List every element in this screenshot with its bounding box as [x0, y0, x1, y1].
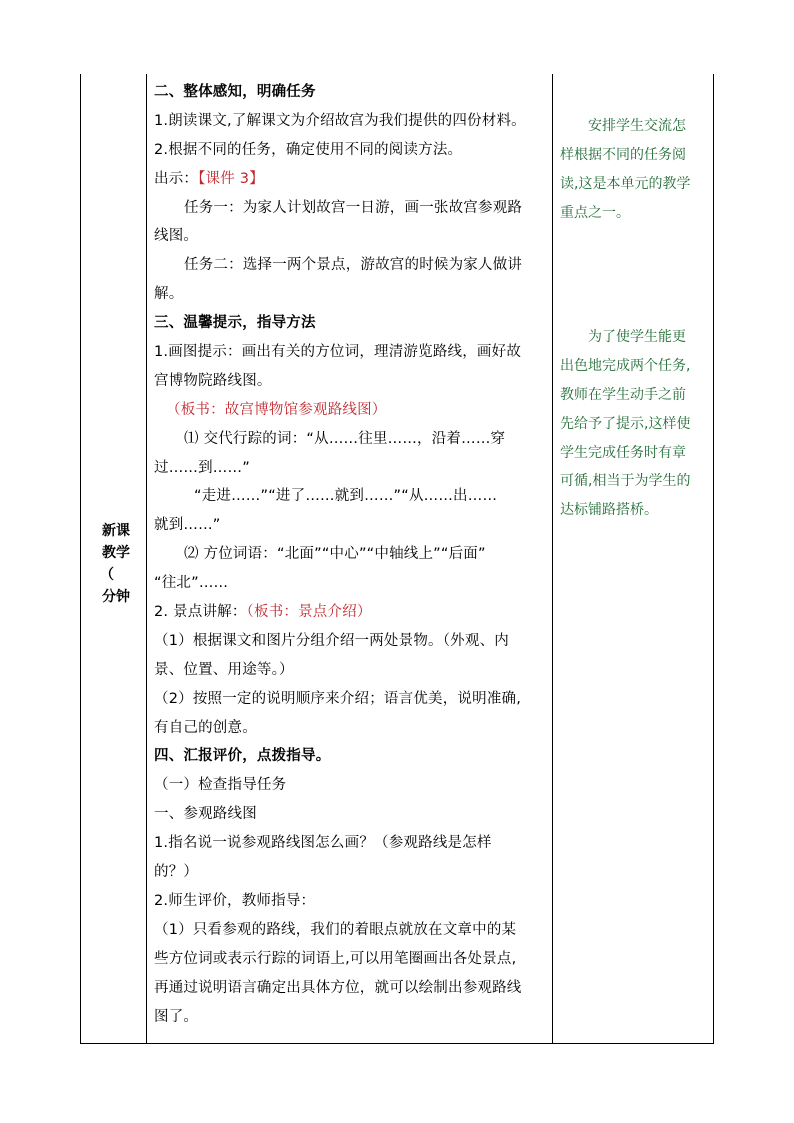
content-line: ⑴ 交代行踪的词：“从……往里……，沿着……穿: [184, 430, 506, 447]
section-label-line1: 新课: [102, 523, 130, 539]
content-line: 1.画图提示：画出有关的方位词，理清游览路线，画好故: [154, 344, 522, 361]
content-line: ⑵ 方位词语：“北面”“中心”“中轴线上”“后面”: [184, 546, 486, 563]
lesson-table: [80, 74, 714, 1044]
column-divider-1: [146, 74, 147, 1044]
heading-2: 二、整体感知，明确任务: [154, 84, 316, 100]
note-line: 达标铺路搭桥。: [560, 502, 658, 519]
content-line: 任务一：为家人计划故宫一日游，画一张故宫参观路: [184, 199, 523, 216]
note-line: 重点之一。: [560, 204, 630, 221]
content-line: 些方位词或表示行踪的词语上,可以用笔圈画出各处景点,: [154, 950, 517, 967]
board-note: （板书：景点介绍）: [246, 604, 372, 621]
content-line: 再通过说明语言确定出具体方位，就可以绘制出参观路线: [154, 979, 522, 996]
content-line: 的？）: [154, 864, 199, 881]
heading-4: 四、汇报评价，点拨指导。: [154, 748, 331, 765]
table-border-bottom: [80, 1043, 714, 1044]
content-line: （1）只看参观的路线，我们的着眼点就放在文章中的某: [154, 921, 517, 938]
design-note-1: [560, 112, 710, 228]
content-line: [154, 598, 634, 627]
section-label-cell: [80, 74, 146, 1044]
content-line: 景、位置、用途等。）: [154, 661, 294, 678]
note-line: 读,这是本单元的教学: [560, 175, 691, 192]
note-line: 学生完成任务时有章: [560, 444, 686, 461]
table-border-right: [713, 74, 714, 1044]
content-line: 1.指名说一说参观路线图怎么画？（参观路线是怎样: [154, 835, 492, 852]
note-line: 出色地完成两个任务,: [560, 357, 691, 374]
content-line: 2.根据不同的任务，确定使用不同的阅读方法。: [154, 141, 463, 158]
note-line: 可循,相当于为学生的: [560, 473, 691, 490]
note-line: 先给予了提示,这样使: [560, 415, 691, 432]
section-label-line2: 教学: [102, 545, 130, 561]
content-line: 任务二：选择一两个景点，游故宫的时候为家人做讲: [184, 257, 523, 274]
note-line: 教师在学生动手之前: [560, 386, 686, 403]
content-line: 一、参观路线图: [154, 806, 257, 823]
note-line: 样根据不同的任务阅: [560, 146, 686, 163]
content-line: 线图。: [154, 228, 199, 245]
content-line: 图了。: [154, 1008, 199, 1025]
show-label: 出示：: [154, 170, 199, 187]
note-line: 为了使学生能更: [588, 329, 686, 345]
content-line: 2.师生评价，教师指导：: [154, 892, 316, 909]
content-line: （一）检查指导任务: [154, 777, 287, 794]
section-label-minutes: 分钟: [102, 589, 130, 605]
section-label-bracket: （: [100, 567, 114, 583]
content-line: （1）根据课文和图片分组介绍一两处景物。（外观、内: [154, 632, 509, 649]
content-line: 1.朗读课文,了解课文为介绍故宫为我们提供的四份材料。: [154, 112, 526, 129]
design-note-2: [560, 323, 710, 525]
board-note: （板书：故宫博物馆参观路线图）: [166, 401, 387, 418]
section-label: [94, 520, 138, 608]
content-line: 解。: [154, 286, 184, 303]
content-line: 就到……”: [154, 517, 221, 534]
content-line: “往北”……: [154, 575, 229, 592]
content-line: 有自己的创意。: [154, 719, 257, 736]
scenic-explain-label: 2. 景点讲解：: [154, 604, 247, 621]
note-line: 安排学生交流怎: [588, 118, 686, 134]
courseware-tag: 【课件 3】: [198, 170, 264, 187]
heading-3: 三、温馨提示，指导方法: [154, 315, 316, 332]
content-line: 过……到……”: [154, 459, 250, 476]
content-line: 宫博物院路线图。: [154, 372, 272, 389]
content-line: “走进……”“进了……就到……”“从……出……: [194, 488, 498, 505]
content-line: （2）按照一定的说明顺序来介绍；语言优美，说明准确,: [154, 690, 522, 707]
